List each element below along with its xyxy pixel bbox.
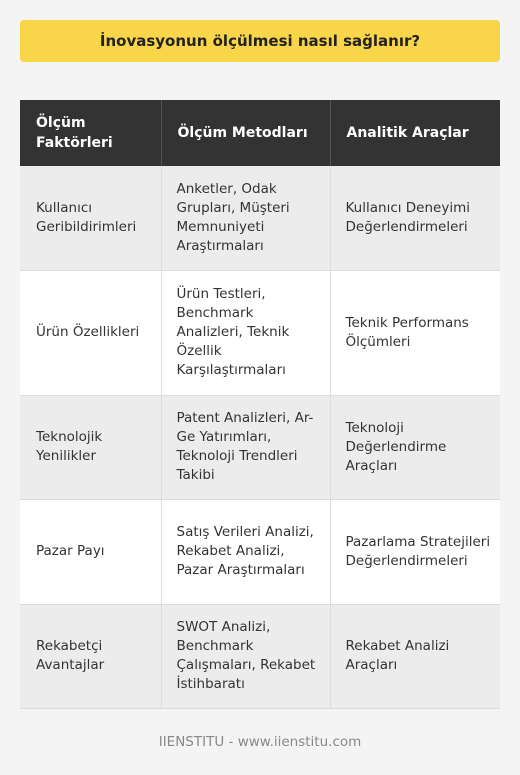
cell-method: Ürün Testleri, Benchmark Analizleri, Teknik Özellik Karşılaştırmaları (161, 270, 330, 395)
cell-factor: Rekabetçi Avantajlar (20, 604, 161, 708)
table-header-row (20, 100, 500, 166)
cell-tool: Rekabet Analizi Araçları (330, 604, 500, 708)
cell-tool: Kullanıcı Deneyimi Değerlendirmeleri (330, 166, 500, 270)
header-measurement-factors: Ölçüm Faktörleri (20, 100, 161, 166)
title-banner (20, 20, 500, 62)
cell-tool: Teknik Performans Ölçümleri (330, 270, 500, 395)
table-row (20, 270, 500, 395)
cell-method: SWOT Analizi, Benchmark Çalışmaları, Rekabet İstihbaratı (161, 604, 330, 708)
header-measurement-methods: Ölçüm Metodları (161, 100, 330, 166)
cell-factor: Pazar Payı (20, 499, 161, 604)
table-row (20, 395, 500, 499)
cell-tool: Teknoloji Değerlendirme Araçları (330, 395, 500, 499)
table-row (20, 166, 500, 270)
table-row (20, 604, 500, 708)
cell-method: Satış Verileri Analizi, Rekabet Analizi, Pazar Araştırmaları (161, 499, 330, 604)
footer-credit: IIENSTITU - www.iienstitu.com (158, 734, 362, 750)
cell-factor: Ürün Özellikleri (20, 270, 161, 395)
table-row (20, 499, 500, 604)
cell-factor: Kullanıcı Geribildirimleri (20, 166, 161, 270)
header-analytic-tools: Analitik Araçlar (330, 100, 500, 166)
page-title: İnovasyonun ölçülmesi nasıl sağlanır? (99, 32, 421, 50)
cell-tool: Pazarlama Stratejileri Değerlendirmeleri (330, 499, 500, 604)
cell-factor: Teknolojik Yenilikler (20, 395, 161, 499)
innovation-measurement-table (20, 100, 500, 709)
cell-method: Patent Analizleri, Ar-Ge Yatırımları, Teknoloji Trendleri Takibi (161, 395, 330, 499)
cell-method: Anketler, Odak Grupları, Müşteri Memnuniyeti Araştırmaları (161, 166, 330, 270)
